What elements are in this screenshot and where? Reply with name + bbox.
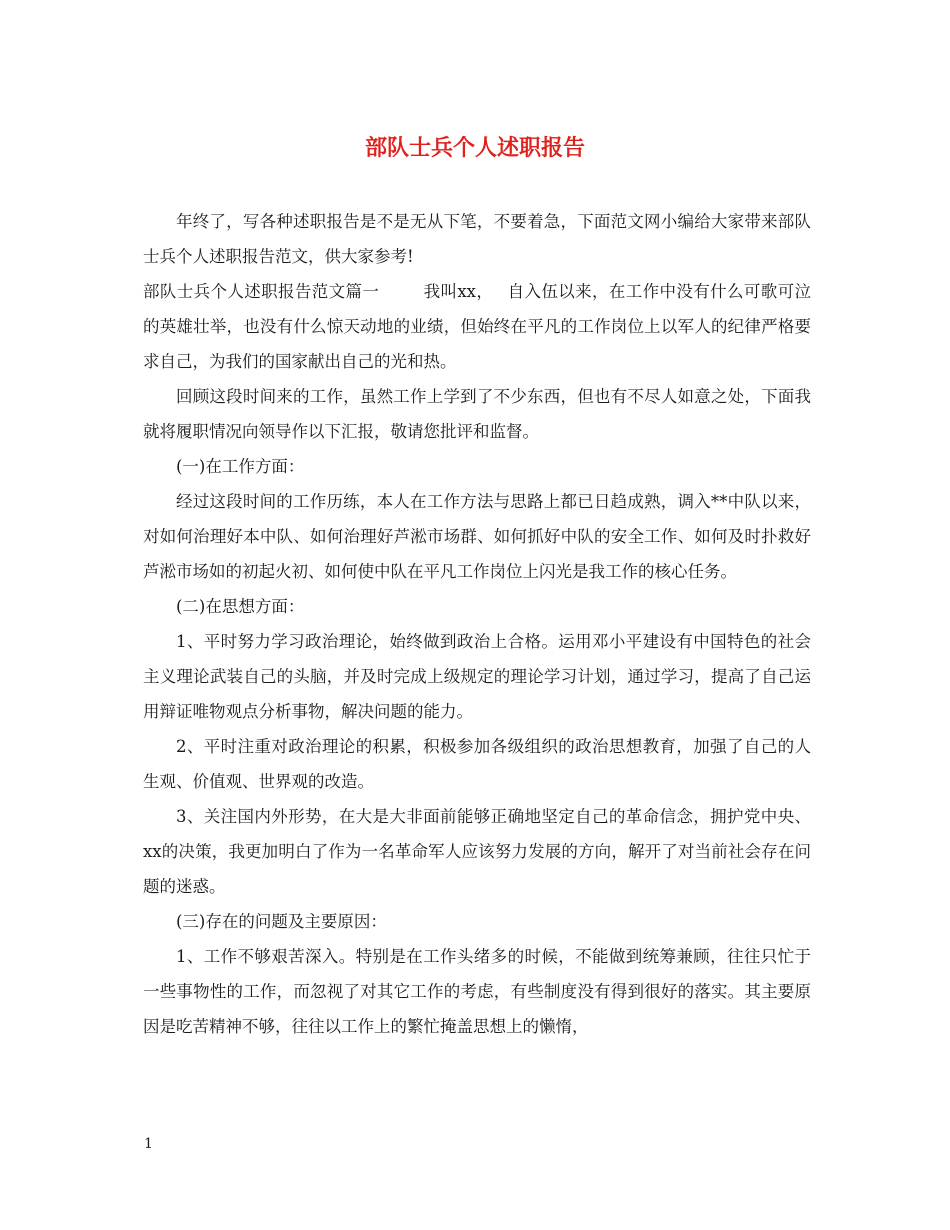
sample-rest: 自入伍以来，在工作中没有什么可歌可泣的英雄壮举，也没有什么惊天动地的业绩，但始终在平凡的工作岗位上以军人的纪律严格要求自己，为我们的国家献出自己的光和热。 — [143, 282, 811, 371]
document-body — [143, 204, 811, 1044]
review-paragraph: 回顾这段时间来的工作，虽然工作上学到了不少东西，但也有不尽人如意之处，下面我就将履职情况向领导作以下汇报，敬请您批评和监督。 — [143, 387, 811, 441]
work-paragraph: 经过这段时间的工作历练，本人在工作方法与思路上都已日趋成熟，调入**中队以来，对如何治理好本中队、如何治理好芦淞市场群、如何抓好中队的安全工作、如何及时扑救好芦淞市场如的初起火初、如何使中队在平凡工作岗位上闪光是我工作的核心任务。 — [143, 492, 811, 581]
intro-paragraph: 年终了，写各种述职报告是不是无从下笔，不要着急，下面范文网小编给大家带来部队士兵个人述职报告范文，供大家参考! — [143, 212, 811, 266]
section-heading-problems: (三)存在的问题及主要原因： — [176, 912, 387, 931]
document-title: 部队士兵个人述职报告 — [364, 135, 585, 161]
thought-item-2: 2、平时注重对政治理论的积累，积极参加各级组织的政治思想教育，加强了自己的人生观、价值观、世界观的改造。 — [143, 737, 811, 791]
page-number: 1 — [144, 1136, 153, 1152]
sample-paragraph — [143, 274, 811, 379]
section-heading-work: (一)在工作方面： — [176, 457, 305, 476]
problem-item-1: 1、工作不够艰苦深入。特别是在工作头绪多的时候，不能做到统筹兼顾，往往只忙于一些事物性的工作，而忽视了对其它工作的考虑，有些制度没有得到很好的落实。其主要原因是吃苦精神不够，往往以工作上的繁忙掩盖思想上的懒惰， — [143, 947, 811, 1036]
section-heading-thought: (二)在思想方面： — [176, 597, 305, 616]
thought-item-3: 3、关注国内外形势，在大是大非面前能够正确地坚定自己的革命信念，拥护党中央、xx的决策，我更加明白了作为一名革命军人应该努力发展的方向，解开了对当前社会存在问题的迷惑。 — [143, 807, 811, 896]
thought-item-1: 1、平时努力学习政治理论，始终做到政治上合格。运用邓小平建设有中国特色的社会主义理论武装自己的头脑，并及时完成上级规定的理论学习计划，通过学习，提高了自己运用辩证唯物观点分析事物，解决问题的能力。 — [143, 632, 811, 721]
sample-heading: 部队士兵个人述职报告范文篇一 — [143, 282, 380, 301]
sample-opening: 我叫xx， — [423, 282, 494, 301]
